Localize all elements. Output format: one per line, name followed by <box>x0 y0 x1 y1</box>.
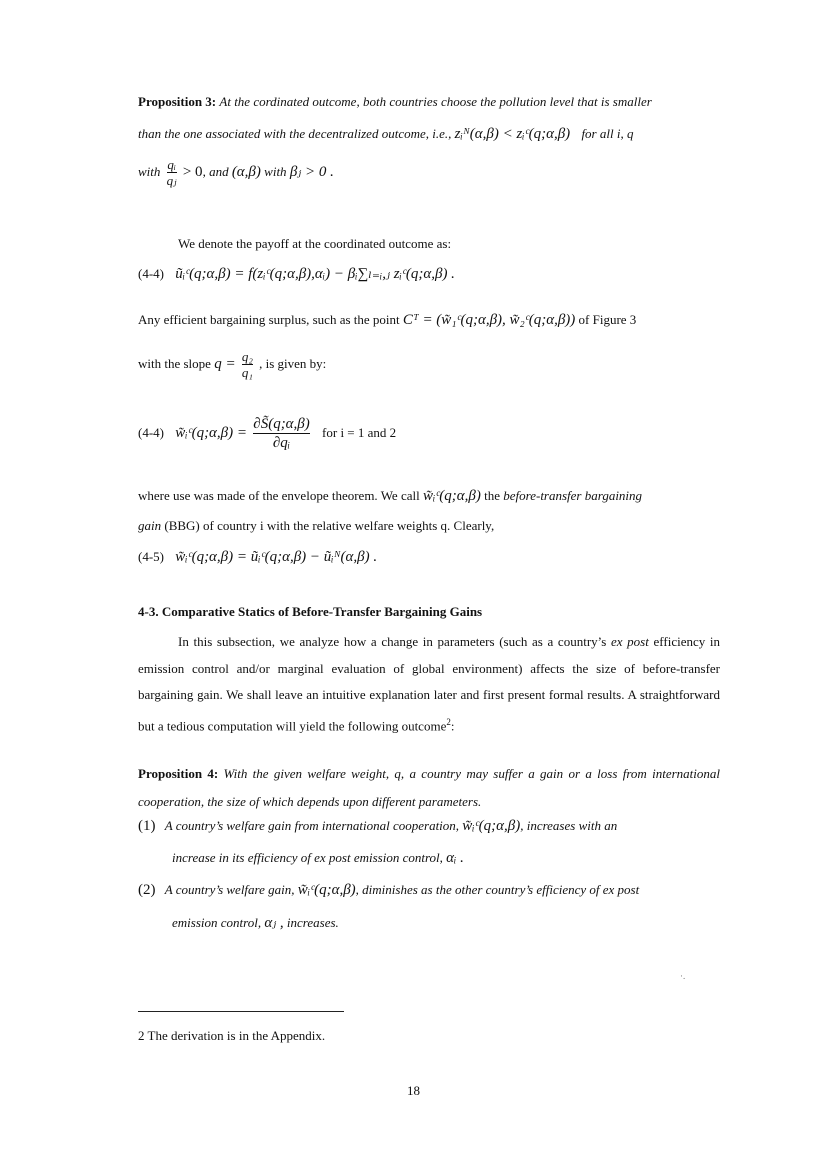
envelope-line2 <box>138 518 720 534</box>
prop3-tail: for all i, q <box>581 126 634 141</box>
prop4-item1 <box>138 818 720 834</box>
envelope-gain: gain <box>138 518 162 533</box>
eq-label: (4-4) <box>138 266 164 281</box>
item2-number: (2) <box>138 882 156 898</box>
prop3-line3 <box>138 158 720 188</box>
equation-4-5 <box>138 549 720 565</box>
item1-text-c: increase in its efficiency of ex post emission control, <box>172 850 443 865</box>
eq-fraction <box>253 416 310 452</box>
item2-text-c: emission control, <box>172 915 262 930</box>
footnote-number: 2 <box>138 1028 145 1043</box>
eq-label: (4-5) <box>138 549 164 564</box>
page-number: 18 <box>407 1083 420 1098</box>
prop3-text1: At the cordinated outcome, both countries choose the pollution level that is smaller <box>219 94 652 109</box>
prop3-math4: βⱼ > 0 . <box>289 163 334 180</box>
item1-math2: αᵢ . <box>446 850 464 866</box>
envelope-text-a: where use was made of the envelope theorem. We call <box>138 488 420 503</box>
prop3-line1 <box>138 94 720 110</box>
slope-text-b: , is given by: <box>259 355 327 371</box>
slope-num: q₂ <box>241 349 253 364</box>
sec-text-1: In this subsection, we analyze how a change in parameters (such as a country’s <box>178 634 611 649</box>
envelope-line1 <box>138 488 720 504</box>
prop3-and: , and <box>202 163 229 179</box>
prop3-with: with <box>138 163 161 179</box>
sec-text-3: : <box>450 717 455 733</box>
eq-num: ∂S̃(q;α,β) <box>253 416 310 432</box>
prop3-with2: with <box>264 163 287 179</box>
prop3-math2: > 0 <box>182 163 203 180</box>
section-paragraph <box>138 629 720 739</box>
denote-paragraph: We denote the payoff at the coordinated outcome as: <box>178 236 452 251</box>
slope-fraction <box>242 350 253 380</box>
eq-tail: for i = 1 and 2 <box>322 424 397 440</box>
prop4-item2-cont <box>172 915 754 931</box>
equation-4-4a <box>138 266 720 282</box>
prop4-item2 <box>138 882 720 898</box>
surplus-math: Cᵀ = (w̃₁ᶜ(q;α,β), w̃₂ᶜ(q;α,β)) <box>402 312 576 328</box>
prop3-fraction <box>167 158 177 188</box>
item1-text-b: , increases with an <box>520 818 618 833</box>
prop4-label: Proposition 4: <box>138 766 219 781</box>
sec-italic: ex post <box>610 634 649 649</box>
section-heading: 4-3. Comparative Statics of Before-Transfer Bargaining Gains <box>138 604 483 619</box>
prop3-frac-den: qⱼ <box>166 173 177 188</box>
slope-line <box>138 350 720 380</box>
scan-speck: ·. <box>680 971 686 981</box>
footnote <box>138 1028 720 1044</box>
envelope-math: w̃ᵢᶜ(q;α,β) <box>422 488 481 504</box>
prop4-item1-cont <box>172 850 754 866</box>
eq-label: (4-4) <box>138 424 164 440</box>
footnote-ref: 2 <box>446 716 451 727</box>
item1-text-a: A country’s welfare gain from international cooperation, <box>164 818 460 833</box>
slope-text-a: with the slope <box>138 355 211 371</box>
slope-q: q = <box>214 355 236 372</box>
envelope-italic: before-transfer bargaining <box>503 488 643 503</box>
surplus-paragraph <box>138 312 720 328</box>
envelope-the: the <box>484 488 501 503</box>
equation-4-4b <box>138 416 720 452</box>
item2-text-d: increases. <box>286 915 339 930</box>
prop3-math3: (α,β) <box>231 163 261 180</box>
eq-expression: ũᵢᶜ(q;α,β) = f(zᵢᶜ(q;α,β),αᵢ) − βᵢ∑ₗ₌ᵢ,ⱼ zᵢᶜ(q;α,β) . <box>175 266 455 282</box>
item1-number: (1) <box>138 818 156 834</box>
sec-text-2: efficiency in emission control and/or marginal evaluation of global environment) affects the size of before-transfer bargaining gain. We shall leave an intuitive explanation later and first present formal results. A straightforward but a tedious computation will yield the following outcome <box>138 634 721 733</box>
prop3-frac-num: qᵢ <box>167 157 176 172</box>
item2-math: w̃ᵢᶜ(q;α,β) <box>297 882 356 898</box>
eq-lhs: w̃ᵢᶜ(q;α,β) = <box>175 424 248 441</box>
eq-den: ∂qᵢ <box>253 433 310 452</box>
item2-text-b: , diminishes as the other country’s efficiency of ex post <box>355 882 640 897</box>
prop3-label: Proposition 3: <box>138 94 217 109</box>
prop4-text: With the given welfare weight, q, a country may suffer a gain or a loss from international cooperation, the size of which depends upon different parameters. <box>138 766 720 809</box>
slope-den: q₁ <box>241 365 253 380</box>
eq-expression: w̃ᵢᶜ(q;α,β) = ũᵢᶜ(q;α,β) − ũᵢᴺ(α,β) . <box>175 549 378 565</box>
prop3-math1: zᵢᴺ(α,β) < zᵢᶜ(q;α,β) <box>454 126 571 142</box>
surplus-text-a: Any efficient bargaining surplus, such as the point <box>138 312 400 327</box>
footnote-text: The derivation is in the Appendix. <box>147 1028 326 1043</box>
item2-math2: αⱼ , <box>264 915 284 931</box>
prop3-line2 <box>138 126 720 142</box>
surplus-text-b: of Figure 3 <box>578 312 637 327</box>
envelope-text-b: (BBG) of country i with the relative welfare weights q. Clearly, <box>164 518 495 533</box>
item2-text-a: A country’s welfare gain, <box>164 882 295 897</box>
prop4-paragraph <box>138 760 720 816</box>
footnote-rule <box>138 1011 344 1012</box>
prop3-text2: than the one associated with the decentralized outcome, i.e., <box>138 126 452 141</box>
item1-math: w̃ᵢᶜ(q;α,β) <box>462 818 521 834</box>
